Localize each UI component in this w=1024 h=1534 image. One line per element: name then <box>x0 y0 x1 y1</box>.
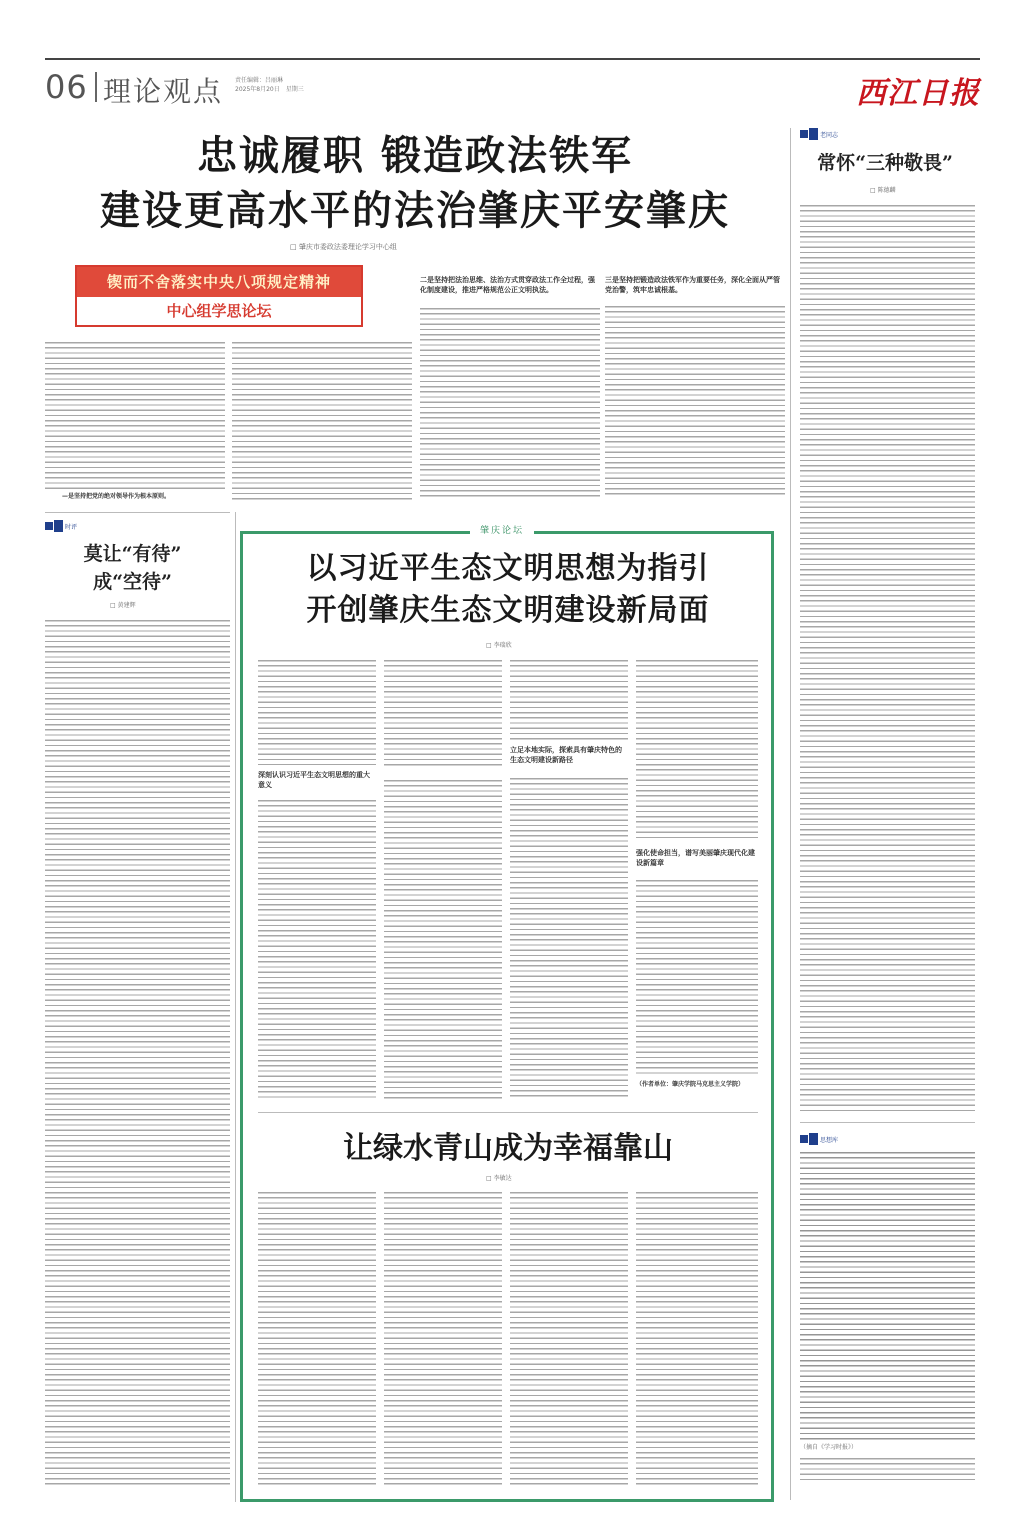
tag-square-icon-3 <box>45 522 53 530</box>
header-divider <box>95 72 97 102</box>
forum-banner: 锲而不舍落实中央八项规定精神 <box>77 267 361 297</box>
tag-square-icon-2 <box>800 1135 808 1143</box>
left-article-body <box>45 620 230 1485</box>
editor-meta <box>235 76 365 94</box>
page-header <box>45 58 980 111</box>
page-number: 06 <box>45 68 88 106</box>
right-quote-body <box>800 1152 975 1440</box>
right-tag-1-label: 老同志 <box>820 132 839 139</box>
forum-body-col4 <box>636 880 758 1075</box>
left-title-line1: 莫让“有待” <box>83 543 182 565</box>
section-title: 理论观点 <box>103 75 224 108</box>
tag-block-icon-2 <box>809 1133 818 1145</box>
left-tag <box>45 520 85 532</box>
left-tag-label: 时评 <box>65 524 78 531</box>
editor-line: 责任编辑：吕丽琳 <box>235 77 284 84</box>
lead-subhead-1: 二是坚持把法治思维、法治方式贯穿政法工作全过程，强化制度建设，推进严格规范公正文明执法。 <box>420 276 595 294</box>
forum-body-col2a <box>384 780 502 1100</box>
left-title-line2: 成“空待” <box>93 571 172 593</box>
lead-body-col3 <box>420 308 600 498</box>
forum-body-col3a <box>510 660 628 740</box>
second-article-title: 让绿水青山成为幸福靠山 <box>343 1131 673 1166</box>
right-tag-1 <box>800 128 840 140</box>
tag-block-icon <box>809 128 818 140</box>
forum-subhead-2: 立足本地实际，探索具有肇庆特色的生态文明建设新路径 <box>510 746 622 764</box>
lead-body-col4 <box>605 306 785 498</box>
right-divider <box>800 1122 975 1123</box>
forum-article-author: □ 李瑞欣 <box>486 642 512 649</box>
forum-subtitle: 中心组学思论坛 <box>166 302 272 320</box>
tag-block-icon-3 <box>54 520 63 532</box>
second-body-col3 <box>510 1192 628 1487</box>
right-column-rule <box>790 128 791 1500</box>
second-article-author: □ 李敏达 <box>486 1175 512 1182</box>
lead-byline: □ 肇庆市委政法委理论学习中心组 <box>290 243 397 251</box>
lead-body-col2 <box>232 342 412 500</box>
newspaper-logo: 西江日报 <box>856 76 980 111</box>
lead-headline <box>45 128 785 238</box>
left-article-title <box>55 540 210 596</box>
forum-body-col4a <box>636 660 758 840</box>
forum-divider <box>258 1112 758 1113</box>
lead-subhead-2: 三是坚持把锻造政法铁军作为重要任务，深化全面从严管党治警，筑牢忠诚根基。 <box>605 276 780 294</box>
lead-headline-line2: 建设更高水平的法治肇庆平安肇庆 <box>100 187 730 234</box>
right-article-title: 常怀“三种敬畏” <box>817 152 953 174</box>
second-body-col2 <box>384 1192 502 1487</box>
right-footer-body <box>800 1458 975 1484</box>
forum-body-col2 <box>384 660 502 768</box>
forum-title-line2: 开创肇庆生态文明建设新局面 <box>306 593 710 628</box>
right-article-author: □ 陈德麟 <box>870 187 896 194</box>
tag-square-icon <box>800 130 808 138</box>
second-body-col4 <box>636 1192 758 1487</box>
forum-body-col1 <box>258 660 376 765</box>
forum-article-title <box>258 548 758 632</box>
forum-author-note: （作者单位：肇庆学院马克思主义学院） <box>636 1081 745 1088</box>
right-tag-2-label: 思想库 <box>820 1137 839 1144</box>
right-quote-source: （摘自《学习时报》） <box>800 1444 858 1451</box>
left-column-rule <box>235 512 236 1502</box>
right-tag-2 <box>800 1133 840 1145</box>
left-article-author: □ 黄建辉 <box>110 602 136 609</box>
lead-headline-line1: 忠诚履职 锻造政法铁军 <box>197 132 633 179</box>
zhaoqing-forum-label: 肇庆论坛 <box>470 523 534 536</box>
left-divider <box>45 512 230 513</box>
forum-title-line1: 以习近平生态文明思想为指引 <box>306 551 710 586</box>
lead-note: —是坚持把党的绝对领导作为根本原则。 <box>62 493 171 500</box>
forum-subhead-3: 强化使命担当，谱写美丽肇庆现代化建设新篇章 <box>636 849 755 867</box>
forum-body-col3 <box>510 778 628 1100</box>
right-article-body <box>800 205 975 1115</box>
forum-body-col1b <box>258 800 376 1100</box>
second-body-col1 <box>258 1192 376 1487</box>
forum-subhead-1: 深刻认识习近平生态文明思想的重大意义 <box>258 771 370 789</box>
date-line: 2025年8月20日 星期三 <box>235 86 304 93</box>
lead-body-col1 <box>45 342 225 492</box>
forum-banner-box <box>75 265 363 327</box>
